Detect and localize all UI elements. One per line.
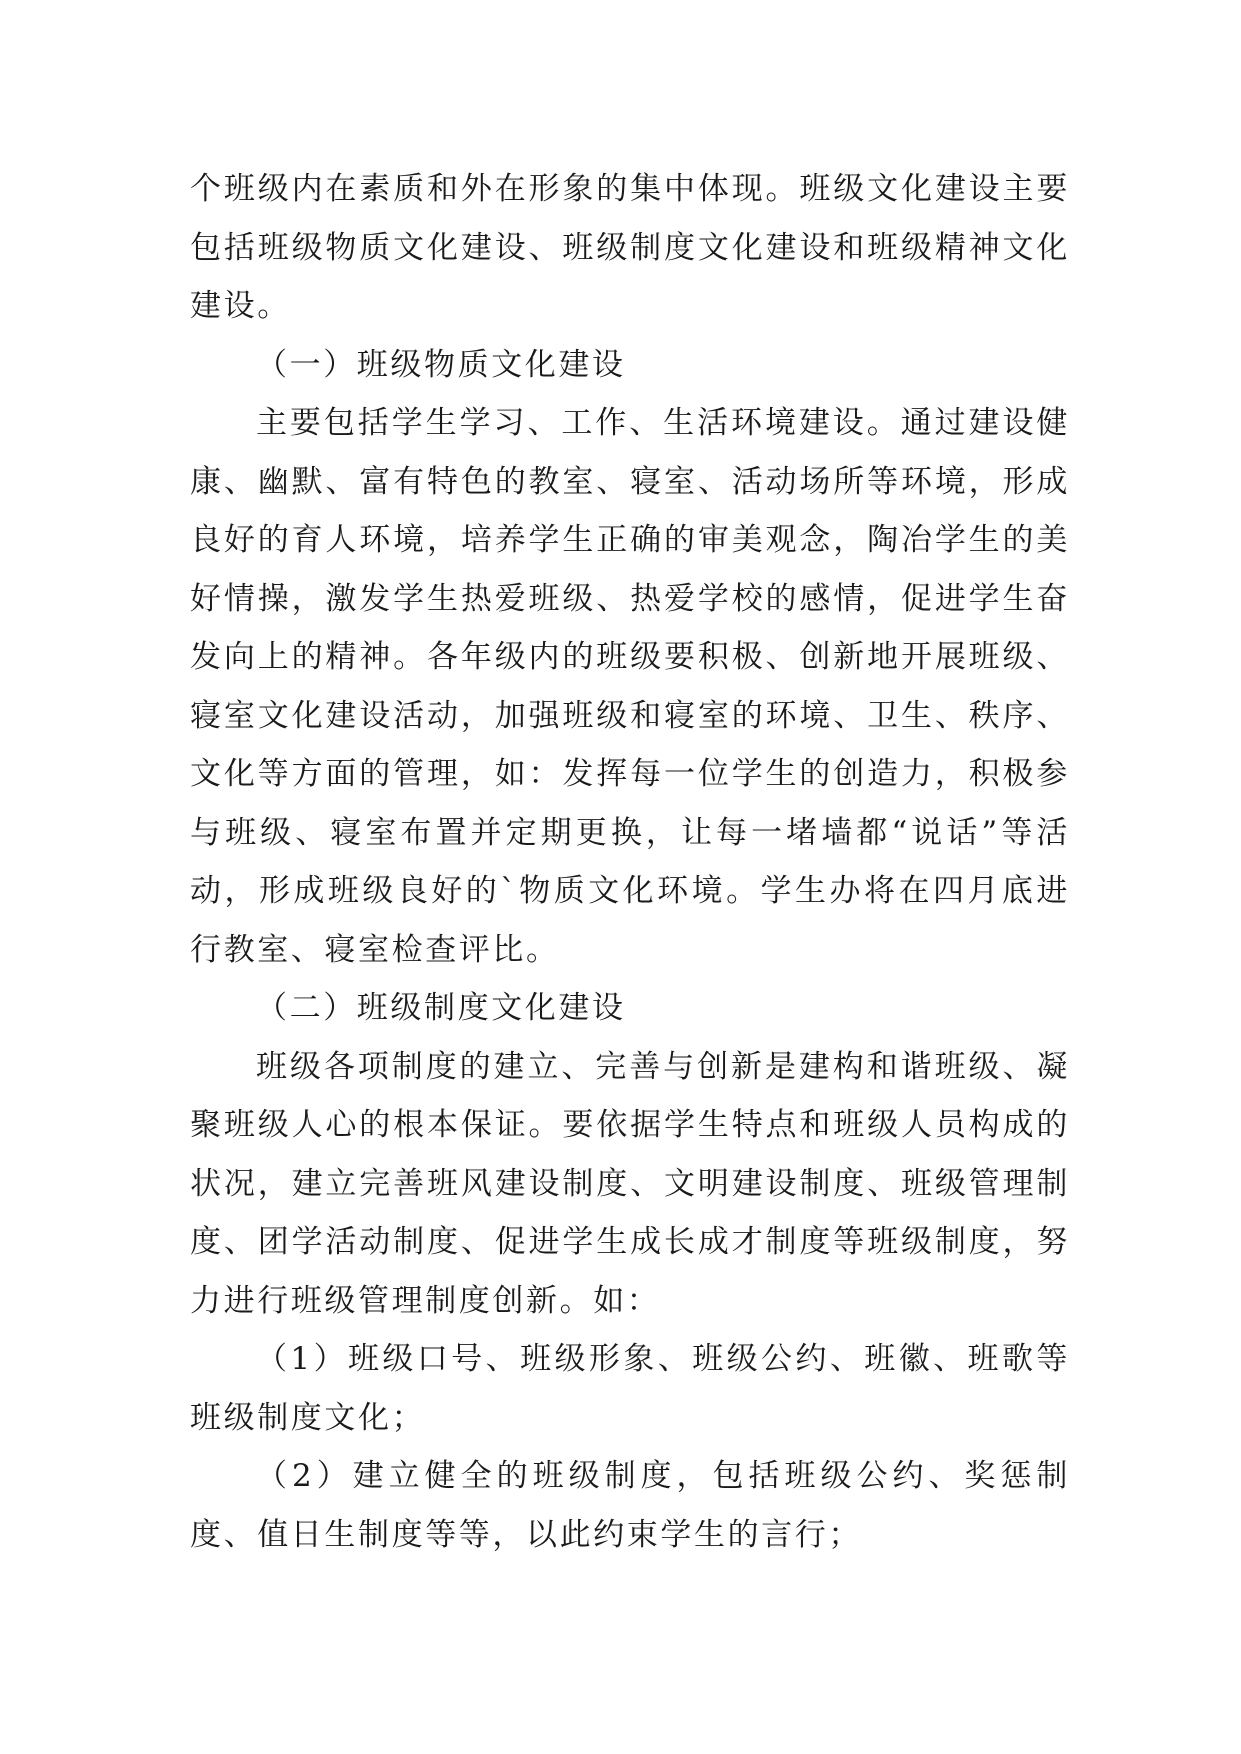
section-heading-material-culture: （一）班级物质文化建设 <box>256 346 626 383</box>
document-page <box>190 160 1070 1564</box>
paragraph-material-culture: 主要包括学生学习、工作、生活环境建设。通过建设健康、幽默、富有特色的教室、寝室、活动场所等环境，形成良好的育人环境，培养学生正确的审美观念，陶冶学生的美好情操，激发学生热爱班级、热爱学校的感情，促进学生奋发向上的精神。各年级内的班级要积极、创新地开展班级、寝室文化建设活动，加强班级和寝室的环境、卫生、秩序、文化等方面的管理，如：发挥每一位学生的创造力，积极参与班级、寝室布置并定期更换，让每一堵墙都“说话”等活动，形成班级良好的`物质文化环境。学生办将在四月底进行教室、寝室检查评比。 <box>190 405 1070 968</box>
list-item-1: （1）班级口号、班级形象、班级公约、班徽、班歌等班级制度文化； <box>190 1341 1070 1436</box>
paragraph-intro: 个班级内在素质和外在形象的集中体现。班级文化建设主要包括班级物质文化建设、班级制度文化建设和班级精神文化建设。 <box>190 171 1070 324</box>
list-item-2: （2）建立健全的班级制度，包括班级公约、奖惩制度、值日生制度等等，以此约束学生的言行； <box>190 1458 1070 1553</box>
paragraph-system-culture: 班级各项制度的建立、完善与创新是建构和谐班级、凝聚班级人心的根本保证。要依据学生特点和班级人员构成的状况，建立完善班风建设制度、文明建设制度、班级管理制度、团学活动制度、促进学生成长成才制度等班级制度，努力进行班级管理制度创新。如： <box>190 1048 1070 1319</box>
section-heading-system-culture: （二）班级制度文化建设 <box>256 990 626 1026</box>
